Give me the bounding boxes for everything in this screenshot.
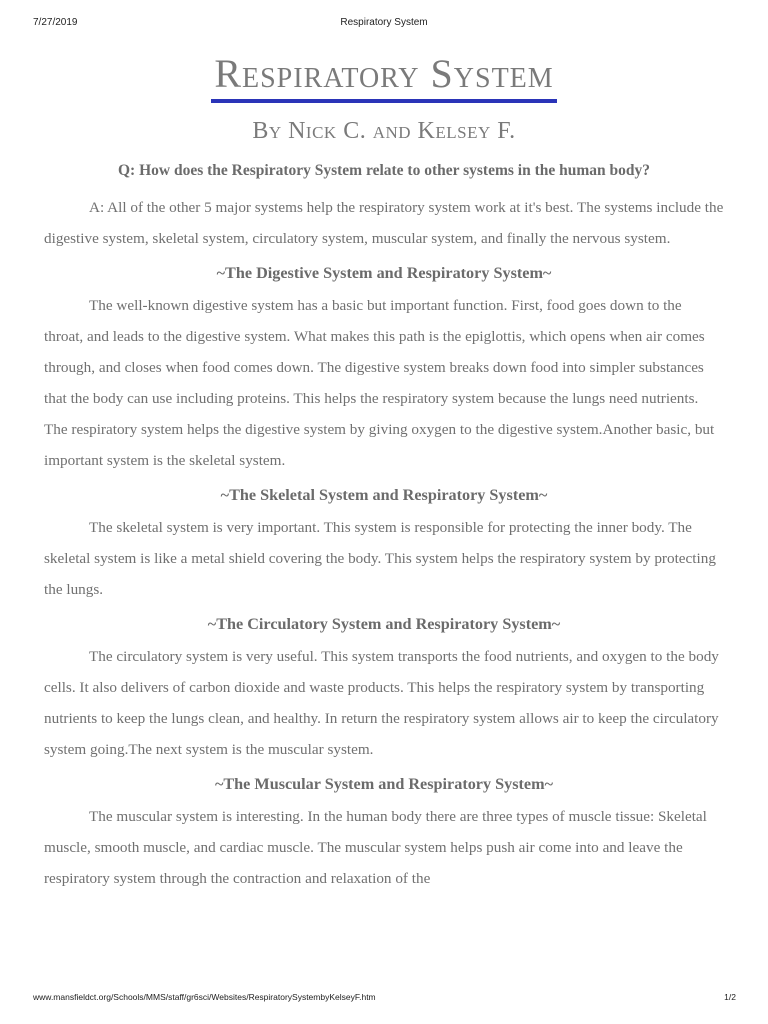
print-page-number: 1/2 — [724, 992, 736, 1002]
print-page-title: Respiratory System — [340, 17, 428, 28]
section-text-muscular: The muscular system is interesting. In the human body there are three types of muscle tissue: Skeletal muscle, smooth muscle, and cardiac muscle. The muscular system helps push air come into and leave the respiratory system through the contraction and relaxation of the — [44, 808, 707, 887]
document-title-wrap — [0, 52, 768, 103]
question: Q: How does the Respiratory System relate to other systems in the human body? — [118, 162, 650, 179]
section-text-circulatory: The circulatory system is very useful. This system transports the food nutrients, and oxygen to the body cells. It also delivers of carbon dioxide and waste products. This helps the respiratory system by transporting nutrients to keep the lungs clean, and healthy. In return the respiratory system allows air to keep the circulatory system going.The next system is the muscular system. — [44, 648, 719, 758]
document-body — [44, 192, 724, 894]
section-text-skeletal: The skeletal system is very important. This system is responsible for protecting the inner body. The skeletal system is like a metal shield covering the body. This system helps the respiratory system by protecting the lungs. — [44, 519, 716, 598]
print-url: www.mansfieldct.org/Schools/MMS/staff/gr6sci/Websites/RespiratorySystembyKelseyF.htm — [33, 992, 376, 1002]
section-heading-muscular: ~The Muscular System and Respiratory System~ — [214, 775, 554, 793]
print-footer — [0, 992, 768, 1006]
answer-paragraph: A: All of the other 5 major systems help the respiratory system work at it's best. The systems include the digestive system, skeletal system, circulatory system, muscular system, and finally the nervous system. — [44, 199, 724, 247]
section-text-digestive: The well-known digestive system has a basic but important function. First, food goes down to the throat, and leads to the digestive system. What makes this path is the epiglottis, which opens when air comes through, and closes when food comes down. The digestive system breaks down food into simpler substances that the body can use including proteins. This helps the respiratory system because the lungs need nutrients. The respiratory system helps the digestive system by giving oxygen to the digestive system.Another basic, but important system is the skeletal system. — [44, 297, 715, 469]
section-heading-skeletal: ~The Skeletal System and Respiratory System~ — [220, 486, 548, 504]
print-date: 7/27/2019 — [33, 17, 78, 28]
print-header — [0, 17, 768, 31]
section-heading-circulatory: ~The Circulatory System and Respiratory System~ — [207, 615, 561, 633]
byline: By Nick C. and Kelsey F. — [252, 118, 516, 144]
document-title: Respiratory System — [211, 52, 556, 103]
section-heading-digestive: ~The Digestive System and Respiratory System~ — [216, 264, 552, 282]
